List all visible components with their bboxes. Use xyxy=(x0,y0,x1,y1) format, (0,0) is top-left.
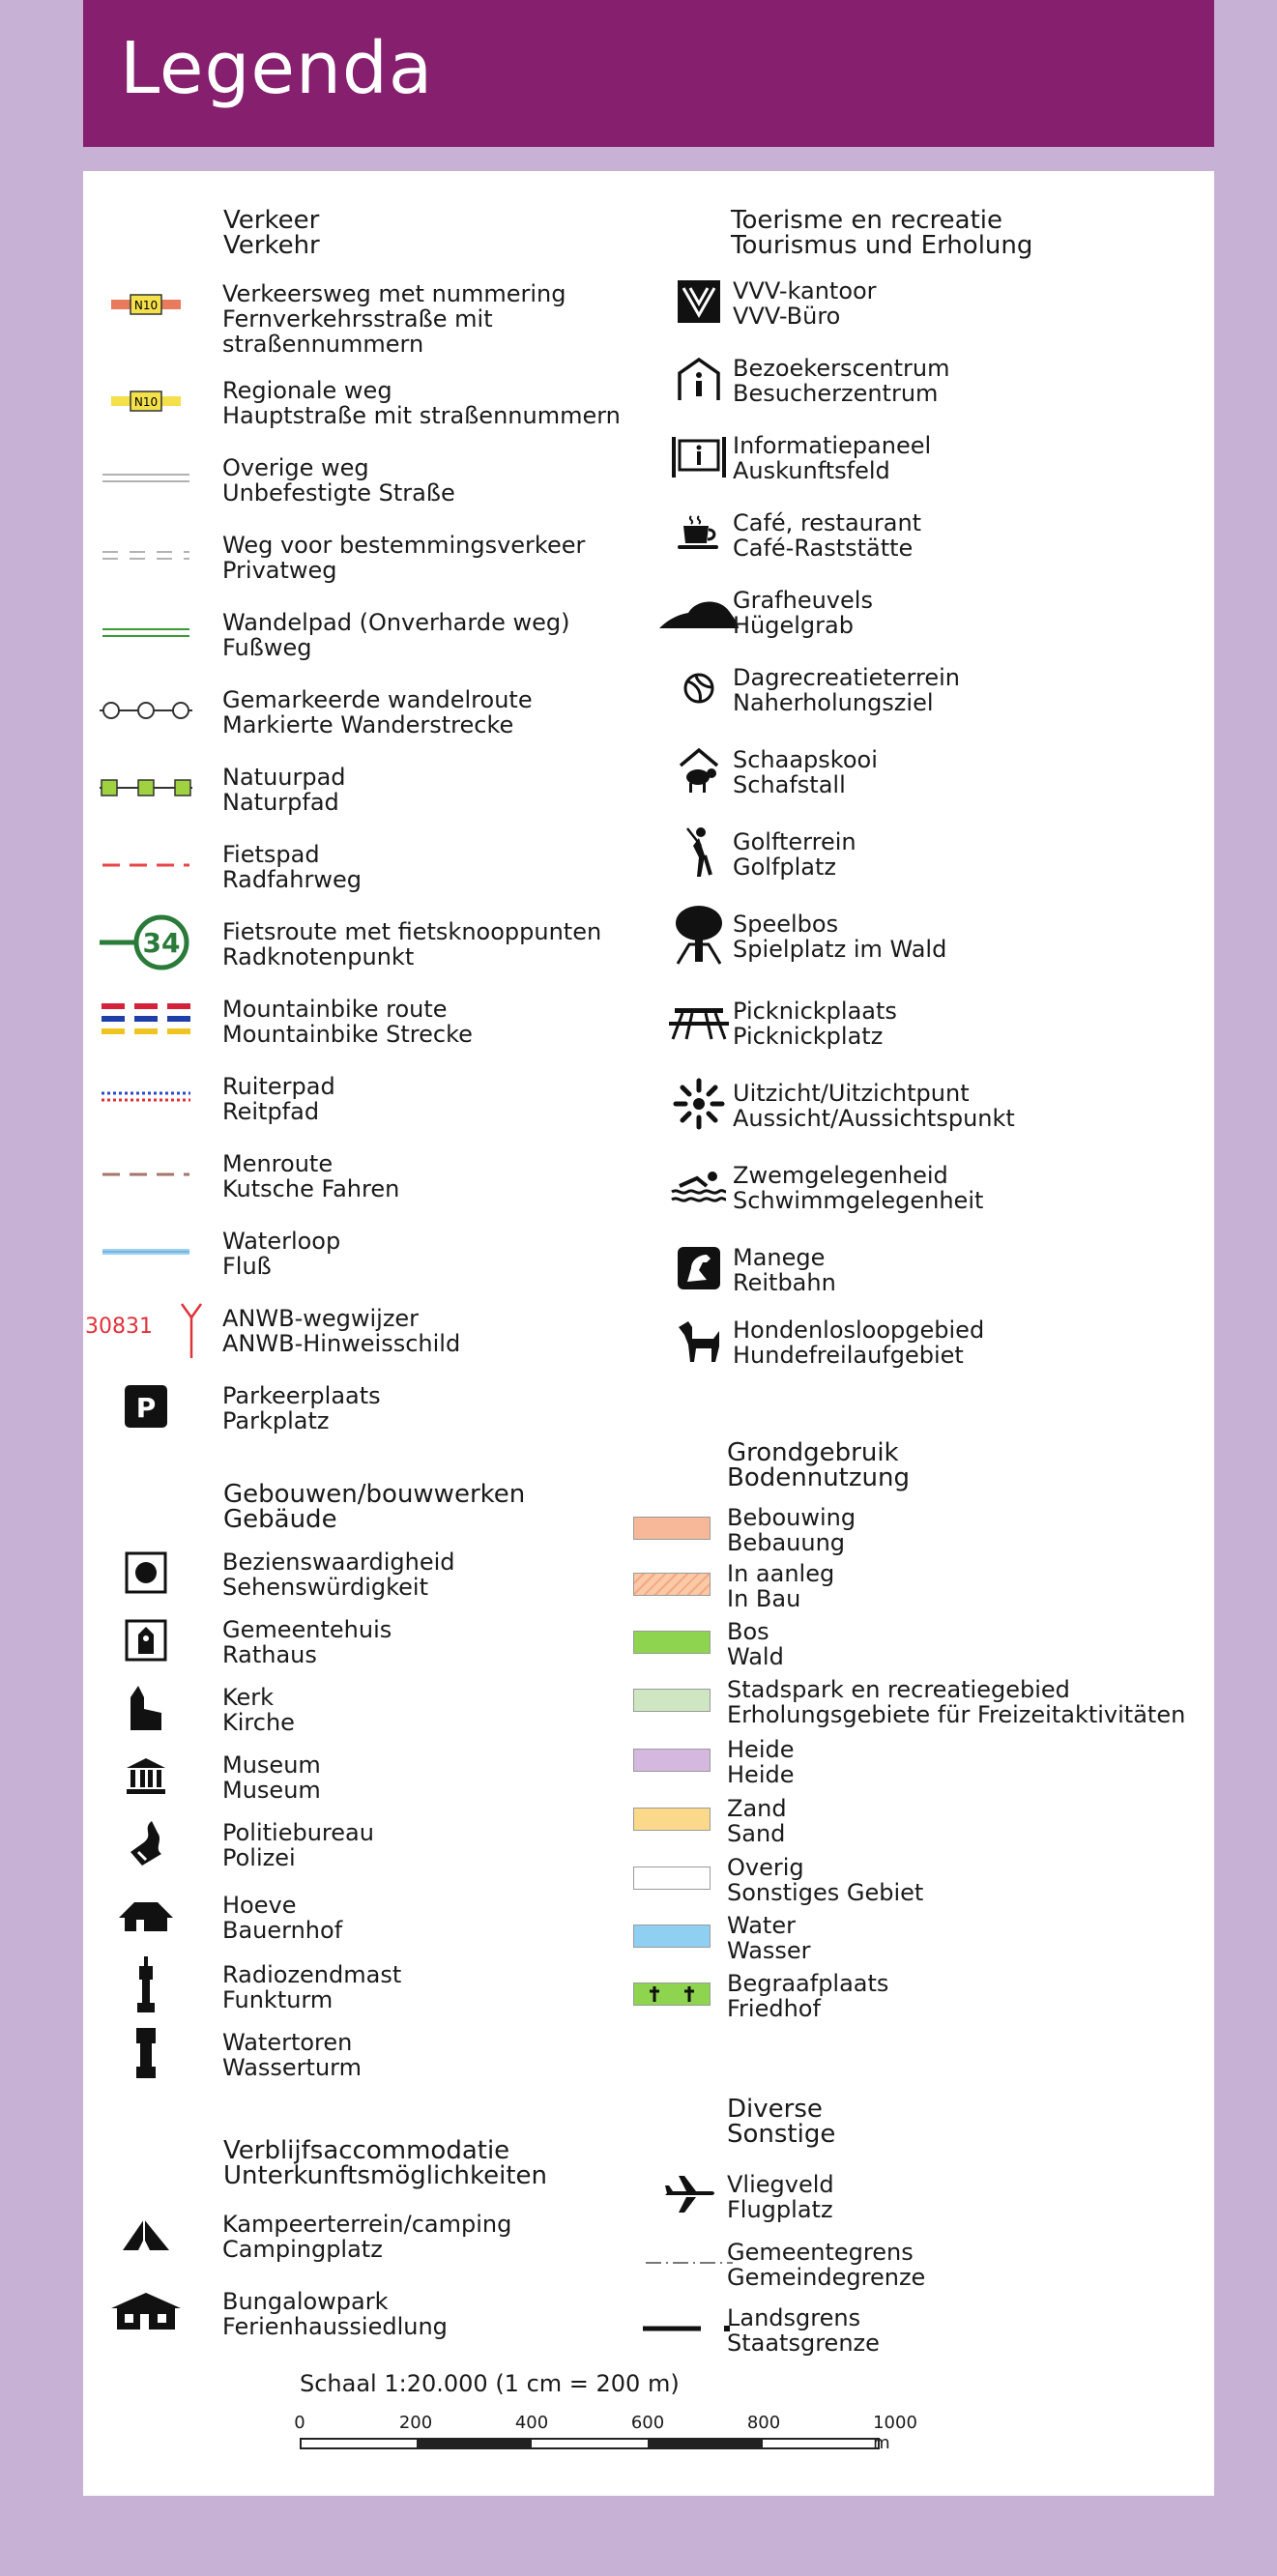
scale-segment xyxy=(648,2440,763,2447)
label-de: Markierte Wanderstrecke xyxy=(222,711,514,738)
label-nl: Regionale weg xyxy=(222,377,392,404)
label-nl: Ruiterpad xyxy=(222,1073,335,1100)
label-de: Fernverkehrsstraße mit xyxy=(222,305,493,333)
label-de: Friedhof xyxy=(727,1995,821,2022)
label-de: Hauptstraße mit straßennummern xyxy=(222,402,621,429)
label-de: Flugplatz xyxy=(727,2196,833,2223)
label-de: Gemeindegrenze xyxy=(727,2264,926,2291)
legend-item-water-tower xyxy=(83,2024,586,2086)
label-de: Funkturm xyxy=(222,1986,334,2013)
label-nl: Begraafplaats xyxy=(727,1970,889,1997)
footpath-icon xyxy=(93,604,199,662)
camping-icon xyxy=(93,2206,199,2264)
label-nl: Grafheuvels xyxy=(733,587,873,614)
legend-item-museum xyxy=(83,1747,586,1809)
scale-tick: 200 xyxy=(398,2413,433,2433)
heading-nl: Diverse xyxy=(727,2095,823,2124)
label-nl: ANWB-wegwijzer xyxy=(222,1305,420,1332)
heading-de: Unterkunftsmöglichkeiten xyxy=(223,2161,548,2190)
farm-icon xyxy=(93,1887,199,1945)
legend-item-cemetery xyxy=(624,1970,1127,2027)
label-nl: Menroute xyxy=(222,1150,334,1177)
label-nl: Fietspad xyxy=(222,841,320,868)
legend-item-day-recreation xyxy=(652,659,1154,721)
label-nl: Café, restaurant xyxy=(733,509,922,536)
label-de: Kutsche Fahren xyxy=(222,1175,400,1202)
built-up-swatch xyxy=(619,1507,725,1549)
parking-icon xyxy=(93,1377,199,1435)
label-nl: Zand xyxy=(727,1795,787,1822)
heading-de: Verkehr xyxy=(223,231,320,260)
heading-de: Bodennutzung xyxy=(727,1463,910,1492)
label-de: Hügelgrab xyxy=(733,612,854,639)
label-nl: Gemeentehuis xyxy=(222,1616,392,1643)
junction-number: 34 xyxy=(142,927,181,959)
title-banner xyxy=(83,0,1214,147)
label-de: Campingplatz xyxy=(222,2236,383,2263)
label-de: Heide xyxy=(727,1761,795,1788)
label-nl: Mountainbike route xyxy=(222,996,448,1023)
legend-item-riding-school xyxy=(652,1239,1154,1301)
swatch-fill xyxy=(633,1517,711,1540)
legend-item-airfield xyxy=(642,2166,1145,2228)
tourism-heading xyxy=(731,208,1032,258)
label-nl: Landsgrens xyxy=(727,2304,861,2331)
legend-item-farm xyxy=(83,1887,586,1949)
label-nl: Water xyxy=(727,1912,796,1939)
label-nl: Weg voor bestemmingsverkeer xyxy=(222,532,586,559)
label-de: Wasser xyxy=(727,1937,811,1964)
cycle-path-icon xyxy=(93,836,199,894)
legend-item-sand xyxy=(624,1795,1127,1852)
signpost-code: 30831 xyxy=(85,1315,153,1339)
legend-item-forest xyxy=(624,1618,1127,1675)
label-nl: VVV-kantoor xyxy=(733,277,877,304)
legend-item-police xyxy=(83,1814,586,1876)
marked-walk-icon xyxy=(93,681,199,739)
scale-ruler xyxy=(300,2438,880,2449)
label-nl: Heide xyxy=(727,1736,795,1763)
sight-icon xyxy=(93,1544,199,1602)
legend-sheet xyxy=(83,171,1214,2496)
label-nl: Parkeerplaats xyxy=(222,1382,381,1409)
park-swatch xyxy=(619,1679,725,1722)
label-de: Privatweg xyxy=(222,557,337,584)
legend-item-parking xyxy=(83,1377,586,1439)
heading-nl: Toerisme en recreatie xyxy=(731,206,1003,235)
legend-item-waterway xyxy=(83,1223,586,1285)
label-nl: Gemeentegrens xyxy=(727,2239,914,2266)
label-nl: Natuurpad xyxy=(222,764,346,791)
label-nl: Radiozendmast xyxy=(222,1961,402,1988)
legend-item-built-up xyxy=(624,1504,1127,1561)
legend-item-sight xyxy=(83,1544,586,1606)
cycle-junction-icon xyxy=(93,913,199,971)
road-label: N10 xyxy=(133,395,159,409)
town-hall-icon xyxy=(93,1611,199,1669)
label-de2: straßennummern xyxy=(222,331,424,358)
label-de: Bebauung xyxy=(727,1529,846,1556)
label-nl: Manege xyxy=(733,1244,826,1271)
legend-item-regional-road xyxy=(83,372,621,434)
label-nl: Hoeve xyxy=(222,1892,297,1919)
scale-tick: 1000 m xyxy=(873,2413,917,2453)
legend-item-construction xyxy=(624,1560,1127,1617)
legend-item-destination-road xyxy=(83,527,586,589)
church-icon xyxy=(93,1679,199,1737)
swatch-fill xyxy=(633,1689,711,1712)
scale-segment xyxy=(417,2440,532,2447)
label-de: Picknickplatz xyxy=(733,1023,884,1050)
label-de: Café-Raststätte xyxy=(733,535,914,562)
road-n10-yellow-icon xyxy=(93,372,199,430)
legend-item-water xyxy=(624,1912,1127,1969)
legend-item-cycle-path xyxy=(83,836,586,898)
police-icon xyxy=(93,1814,199,1872)
legend-item-park xyxy=(624,1676,1186,1733)
legend-item-carriage-route xyxy=(83,1145,586,1207)
label-de: Reitbahn xyxy=(733,1269,836,1296)
road-label: N10 xyxy=(133,299,159,312)
legend-item-signpost xyxy=(83,1300,586,1362)
cemetery-swatch xyxy=(619,1973,725,2015)
other-road-icon xyxy=(93,449,199,507)
label-de: Sonstiges Gebiet xyxy=(727,1879,924,1906)
radio-mast-icon xyxy=(93,1956,199,2014)
heading-de: Tourismus und Erholung xyxy=(731,231,1033,260)
label-de: Reitpfad xyxy=(222,1098,320,1125)
scale-label: Schaal 1:20.000 (1 cm = 200 m) xyxy=(300,2370,680,2397)
label-nl: Overig xyxy=(727,1854,804,1881)
heading-nl: Grondgebruik xyxy=(727,1438,899,1467)
heading-nl: Gebouwen/bouwwerken xyxy=(223,1480,526,1509)
sand-swatch xyxy=(619,1798,725,1840)
label-de: Radfahrweg xyxy=(222,866,362,893)
label-nl: Picknickplaats xyxy=(733,998,897,1025)
legend-item-bungalow xyxy=(83,2283,586,2345)
legend-item-swimming xyxy=(652,1157,1154,1219)
label-de: Naturpfad xyxy=(222,789,339,816)
legend-item-bridle-path xyxy=(83,1068,586,1130)
scale-tick: 0 xyxy=(294,2413,305,2433)
label-de: Radknotenpunkt xyxy=(222,943,415,970)
label-nl: Fietsroute met fietsknooppunten xyxy=(222,918,602,945)
buildings-heading xyxy=(223,1482,525,1532)
label-nl: Overige weg xyxy=(222,454,369,481)
label-de: Mountainbike Strecke xyxy=(222,1021,473,1048)
label-de: ANWB-Hinweisschild xyxy=(222,1330,461,1357)
label-de: Fußweg xyxy=(222,634,312,661)
legend-item-camping xyxy=(83,2206,586,2268)
legend-item-sheepfold xyxy=(652,741,1154,803)
label-de: Ferienhaussiedlung xyxy=(222,2313,448,2340)
label-de: Kirche xyxy=(222,1709,295,1736)
other-area-swatch xyxy=(619,1857,725,1899)
forest-swatch xyxy=(619,1621,725,1664)
scale-tick: 400 xyxy=(514,2413,549,2433)
label-de: Sehenswürdigkeit xyxy=(222,1574,428,1601)
label-de: Spielplatz im Wald xyxy=(733,936,947,963)
legend-item-info-panel xyxy=(652,427,1154,489)
label-de: Bauernhof xyxy=(222,1917,343,1944)
label-de: Aussicht/Aussichtspunkt xyxy=(733,1105,1015,1132)
label-de: Polizei xyxy=(222,1844,296,1871)
label-nl: Kerk xyxy=(222,1684,275,1711)
label-de: Wasserturm xyxy=(222,2054,362,2081)
swatch-fill xyxy=(633,1925,711,1948)
carriage-route-icon xyxy=(93,1145,199,1203)
label-nl: Museum xyxy=(222,1751,321,1779)
swatch-fill xyxy=(633,1573,711,1596)
museum-icon xyxy=(93,1747,199,1805)
parking-letter: P xyxy=(135,1392,157,1424)
water-tower-icon xyxy=(93,2024,199,2082)
label-nl: Watertoren xyxy=(222,2029,353,2056)
label-de: Hundefreilaufgebiet xyxy=(733,1342,964,1369)
label-de: Auskunftsfeld xyxy=(733,457,890,484)
legend-item-play-forest xyxy=(652,906,1154,968)
mountainbike-icon xyxy=(93,991,199,1049)
signpost-icon xyxy=(83,1300,209,1358)
label-de: Museum xyxy=(222,1777,321,1804)
swatch-fill xyxy=(633,1808,711,1831)
construction-swatch xyxy=(619,1563,725,1606)
scale-bar xyxy=(294,2370,918,2453)
nature-path-icon xyxy=(93,759,199,817)
legend-item-golf xyxy=(652,824,1154,885)
label-nl: Bos xyxy=(727,1618,769,1645)
scale-tick: 600 xyxy=(630,2413,665,2433)
label-nl: Uitzicht/Uitzichtpunt xyxy=(733,1080,970,1107)
legend-item-cycle-junction xyxy=(83,913,602,975)
legend-item-municipal-border xyxy=(642,2234,1145,2296)
legend-item-other-road xyxy=(83,449,586,511)
label-nl: Schaapskooi xyxy=(733,746,878,773)
traffic-heading xyxy=(223,208,320,258)
landuse-heading xyxy=(727,1440,910,1491)
legend-item-vvv xyxy=(652,273,1154,334)
bungalow-icon xyxy=(93,2283,199,2341)
label-de: Fluß xyxy=(222,1253,272,1280)
misc-heading xyxy=(727,2097,835,2147)
label-nl: Informatiepaneel xyxy=(733,432,932,459)
label-de: Naherholungsziel xyxy=(733,689,934,716)
heading-nl: Verblijfsaccommodatie xyxy=(223,2136,510,2165)
legend-item-dog-area xyxy=(652,1312,1154,1374)
label-nl: Bezienswaardigheid xyxy=(222,1548,455,1576)
heading-de: Sonstige xyxy=(727,2120,836,2149)
legend-item-marked-walk xyxy=(83,681,586,743)
legend-item-heath xyxy=(624,1736,1127,1793)
legend-item-picnic xyxy=(652,993,1154,1055)
scale-segment xyxy=(302,2440,417,2447)
waterway-icon xyxy=(93,1223,199,1281)
scale-segment xyxy=(763,2440,878,2447)
label-de: Rathaus xyxy=(222,1641,317,1668)
label-nl: Dagrecreatieterrein xyxy=(733,664,960,691)
legend-item-nature-path xyxy=(83,759,586,821)
label-nl: Verkeersweg met nummering xyxy=(222,280,566,307)
label-de: In Bau xyxy=(727,1585,801,1612)
label-nl: Vliegveld xyxy=(727,2171,834,2198)
swatch-fill xyxy=(633,1631,711,1654)
label-de: Unbefestigte Straße xyxy=(222,479,455,507)
label-de: VVV-Büro xyxy=(733,303,841,330)
legend-item-visitor-centre xyxy=(652,350,1154,412)
label-nl: Bungalowpark xyxy=(222,2288,389,2315)
legend-item-radio-mast xyxy=(83,1956,586,2018)
label-nl: Zwemgelegenheid xyxy=(733,1162,948,1189)
label-nl: Politiebureau xyxy=(222,1819,374,1846)
label-de: Golfplatz xyxy=(733,854,837,881)
page-title: Legenda xyxy=(120,27,434,110)
cemetery-cross-icon xyxy=(633,1983,711,2006)
label-de: Schwimmgelegenheit xyxy=(733,1187,984,1214)
legend-item-burial-mound xyxy=(652,582,1154,644)
legend-item-church xyxy=(83,1679,586,1741)
scale-tick: 800 xyxy=(746,2413,781,2433)
heading-de: Gebäude xyxy=(223,1505,337,1534)
bridle-path-icon xyxy=(93,1068,199,1126)
legend-item-footpath xyxy=(83,604,586,666)
swatch-fill xyxy=(633,1749,711,1772)
label-nl: Golfterrein xyxy=(733,828,856,855)
legend-item-town-hall xyxy=(83,1611,586,1673)
label-de: Erholungsgebiete für Freizeitaktivitäten xyxy=(727,1701,1186,1728)
destination-road-icon xyxy=(93,527,199,585)
legend-item-motorway xyxy=(83,275,586,358)
legend-item-cafe xyxy=(652,505,1154,566)
label-nl: Stadspark en recreatiegebied xyxy=(727,1676,1070,1703)
label-nl: Wandelpad (Onverharde weg) xyxy=(222,609,570,636)
label-nl: Speelbos xyxy=(733,911,839,938)
swatch-fill xyxy=(633,1867,711,1890)
label-nl: Hondenlosloopgebied xyxy=(733,1317,985,1344)
heath-swatch xyxy=(619,1739,725,1781)
road-n10-red-icon xyxy=(93,275,199,333)
heading-nl: Verkeer xyxy=(223,206,320,235)
scale-segment xyxy=(532,2440,647,2447)
label-nl: Bebouwing xyxy=(727,1504,856,1531)
label-nl: Waterloop xyxy=(222,1228,341,1255)
label-de: Sand xyxy=(727,1820,786,1847)
accommodation-heading xyxy=(223,2138,547,2188)
legend-item-national-border xyxy=(642,2300,1145,2361)
label-de: Staatsgrenze xyxy=(727,2330,880,2357)
label-nl: Kampeerterrein/camping xyxy=(222,2211,512,2238)
label-nl: In aanleg xyxy=(727,1560,835,1587)
label-de: Besucherzentrum xyxy=(733,380,939,407)
legend-item-other-area xyxy=(624,1854,1127,1911)
scale-ticks xyxy=(294,2413,918,2453)
label-de: Schafstall xyxy=(733,771,846,798)
label-nl: Bezoekerscentrum xyxy=(733,355,950,382)
legend-item-viewpoint xyxy=(652,1075,1154,1137)
water-swatch xyxy=(619,1915,725,1957)
label-de: Parkplatz xyxy=(222,1407,330,1434)
label-de: Wald xyxy=(727,1643,784,1670)
legend-item-mountainbike xyxy=(83,991,586,1053)
label-nl: Gemarkeerde wandelroute xyxy=(222,686,533,713)
